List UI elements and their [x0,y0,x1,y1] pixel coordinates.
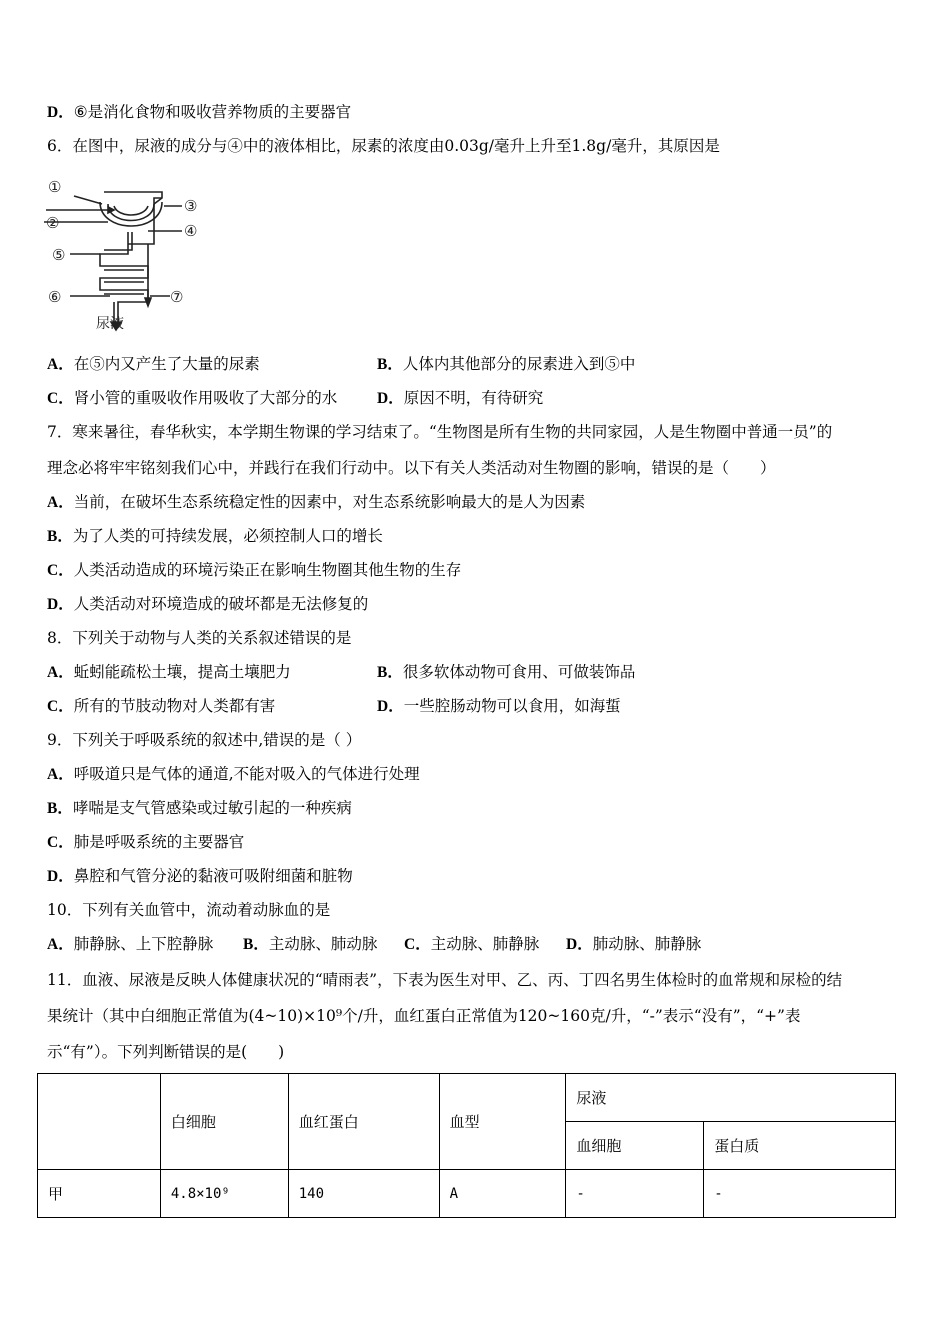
option-label: D． [47,596,74,613]
option-text: 为了人类的可持续发展，必须控制人口的增长 [72,527,383,545]
diagram-pointer-1 [74,196,102,204]
option-text: 主动脉、肺动脉 [268,935,378,953]
diagram-caption: 尿液 [96,316,124,332]
option-label: D． [377,698,404,715]
cell-wbc: 4.8×10⁹ [160,1170,288,1218]
option-label: A． [47,664,74,681]
header-blood-type: 血型 [439,1074,566,1170]
option-label: B． [377,664,403,681]
q6-option-a[interactable] [47,354,260,375]
diagram-label-6: ⑥ [48,288,62,306]
header-wbc: 白细胞 [160,1074,288,1170]
table-row [38,1170,896,1218]
option-text: 肾小管的重吸收作用吸收了大部分的水 [73,389,338,407]
option-label: D． [47,868,74,885]
option-label: A． [47,356,74,373]
option-text: 哮喘是支气管感染或过敏引起的一种疾病 [72,799,352,817]
option-text: 肺是呼吸系统的主要器官 [73,833,245,851]
option-label: D． [377,390,404,407]
option-text: 所有的节肢动物对人类都有害 [73,697,276,715]
option-label: C． [47,390,74,407]
q8-option-a[interactable] [47,662,291,683]
header-urine-cells: 血细胞 [566,1122,704,1170]
cell-urine-protein: - [704,1170,896,1218]
header-urine: 尿液 [566,1074,896,1122]
bowman-capsule-outer [100,202,162,226]
option-label: C． [47,834,74,851]
option-text: 人体内其他部分的尿素进入到⑤中 [402,355,636,373]
option-text: 很多软体动物可食用、可做装饰品 [402,663,636,681]
option-text: 呼吸道只是气体的通道,不能对吸入的气体进行处理 [73,765,420,783]
q10-option-b[interactable] [243,934,377,955]
header-urine-protein: 蛋白质 [704,1122,896,1170]
cell-hemoglobin: 140 [288,1170,439,1218]
q5-option-d [47,102,351,123]
option-label: A． [47,766,74,783]
option-label: B． [47,800,73,817]
option-label: D． [566,936,593,953]
q8-option-b[interactable] [377,662,635,683]
q11-stem-line2: 果统计（其中白细胞正常值为(4~10)×10⁹个/升，血红蛋白正常值为120~160克/升，“-”表示“没有”，“+”表 [47,1007,801,1025]
q6-option-b[interactable] [377,354,635,375]
vein-arrow-icon [145,298,151,306]
table-header-row [38,1074,896,1122]
q7-stem-line2: 理念必将牢牢铭刻我们心中，并践行在我们行动中。以下有关人类活动对生物圈的影响，错误的是（ ） [47,459,776,477]
option-text: 主动脉、肺静脉 [430,935,540,953]
tubule-inner [104,232,144,294]
option-label: A． [47,936,74,953]
q8-option-c[interactable] [47,696,275,717]
diagram-label-2: ② [46,214,60,232]
q8-option-d[interactable] [377,696,621,717]
option-text: 一些腔肠动物可以食用，如海蜇 [403,697,621,715]
diagram-label-7: ⑦ [170,288,184,306]
option-label: B． [47,528,73,545]
q6-option-d[interactable] [377,388,543,409]
option-label: C． [47,698,74,715]
option-label: A． [47,494,74,511]
option-label: C． [404,936,431,953]
renal-tubule [100,232,148,324]
diagram-label-5: ⑤ [52,246,66,264]
q9-stem: 9．下列关于呼吸系统的叙述中,错误的是（ ） [47,731,362,749]
option-text: 肺动脉、肺静脉 [592,935,702,953]
q7-option-b[interactable] [47,526,383,547]
option-label: B． [243,936,269,953]
q7-option-d[interactable] [47,594,368,615]
kidney-nephron-diagram [44,174,214,334]
q7-stem-line1: 7．寒来暑往，春华秋实，本学期生物课的学习结束了。“生物图是所有生物的共同家园，人是生物圈中普通一员”的 [47,423,833,441]
glomerulus [114,206,148,215]
option-label: D． [47,104,74,121]
q11-stem-line1: 11．血液、尿液是反映人体健康状况的“晴雨表”，下表为医生对甲、乙、丙、丁四名男生体检时的血常规和尿检的结 [47,971,843,989]
cell-blood-type: A [439,1170,566,1218]
q9-option-d[interactable] [47,866,353,887]
q10-stem: 10．下列有关血管中，流动着动脉血的是 [47,901,331,919]
header-hemoglobin: 血红蛋白 [288,1074,439,1170]
option-text: 人类活动对环境造成的破坏都是无法修复的 [73,595,369,613]
q7-option-a[interactable] [47,492,585,513]
q8-stem: 8．下列关于动物与人类的关系叙述错误的是 [47,629,352,647]
option-label: C． [47,562,74,579]
header-blank [38,1074,161,1170]
q6-option-c[interactable] [47,388,337,409]
q10-option-a[interactable] [47,934,213,955]
q7-option-c[interactable] [47,560,461,581]
option-text: 当前，在破坏生态系统稳定性的因素中，对生态系统影响最大的是人为因素 [73,493,586,511]
q6-stem: 6．在图中，尿液的成分与④中的液体相比，尿素的浓度由0.03g/毫升上升至1.8g/毫升，其原因是 [47,137,720,155]
q10-option-d[interactable] [566,934,701,955]
option-text: 人类活动造成的环境污染正在影响生物圈其他生物的生存 [73,561,462,579]
option-text: 在⑤内又产生了大量的尿素 [73,355,260,373]
q11-stem-line3: 示“有”）。下列判断错误的是( ) [47,1043,285,1061]
option-label: B． [377,356,403,373]
q9-option-b[interactable] [47,798,352,819]
cell-name: 甲 [38,1170,161,1218]
option-text: ⑥是消化食物和吸收营养物质的主要器官 [73,103,352,121]
option-text: 原因不明，有待研究 [403,389,544,407]
q9-option-c[interactable] [47,832,244,853]
option-text: 蚯蚓能疏松土壤，提高土壤肥力 [73,663,291,681]
health-check-table [37,1073,896,1218]
q9-option-a[interactable] [47,764,420,785]
cell-urine-cells: - [566,1170,704,1218]
diagram-label-1: ① [48,178,62,196]
q10-option-c[interactable] [404,934,539,955]
diagram-label-3: ③ [184,197,198,215]
option-text: 肺静脉、上下腔静脉 [73,935,214,953]
diagram-label-4: ④ [184,222,198,240]
option-text: 鼻腔和气管分泌的黏液可吸附细菌和脏物 [73,867,353,885]
